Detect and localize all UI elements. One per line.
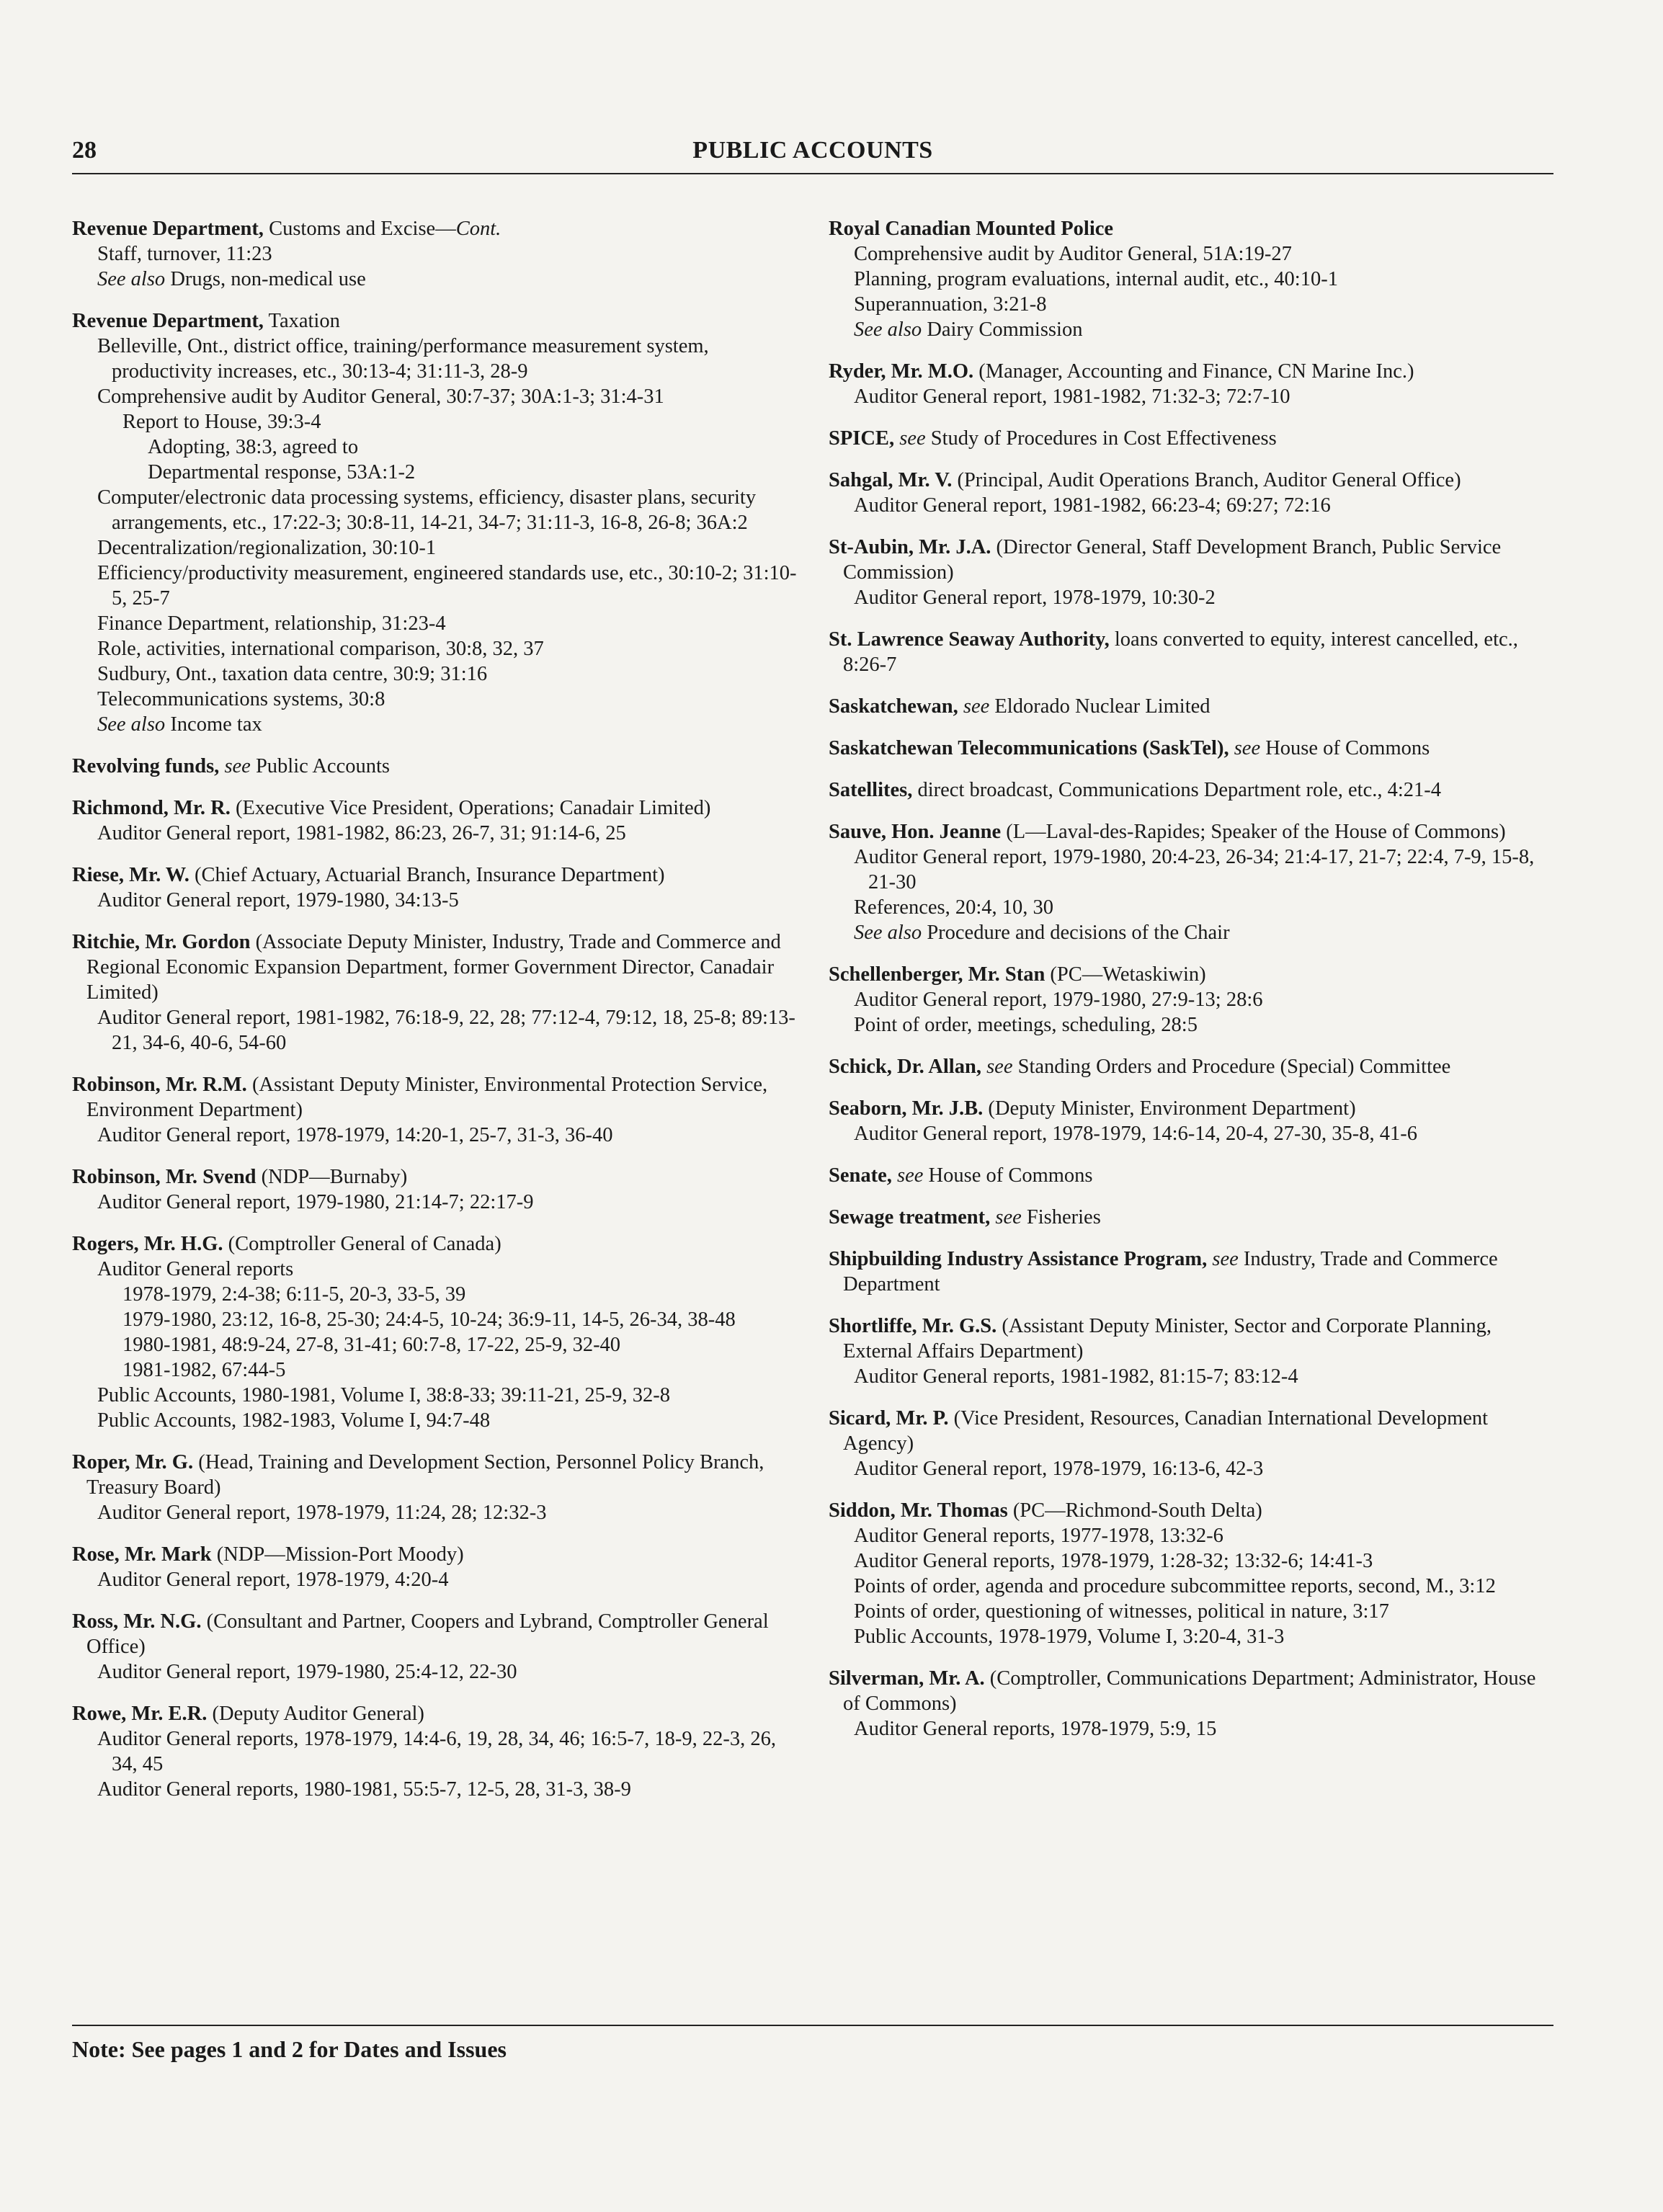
page-header: [72, 137, 1553, 176]
entry-subentry: [829, 1716, 1556, 1741]
entry-heading: Roper, Mr. G.: [72, 1451, 194, 1473]
cross-reference: see: [1234, 737, 1261, 759]
entry-text: Auditor General report, 1978-1979, 14:6-14, 20-4, 27-30, 35-8, 41-6: [854, 1123, 1418, 1145]
entry-text: Auditor General report, 1979-1980, 21:14-7; 22:17-9: [97, 1191, 534, 1213]
entry-text: [892, 1164, 897, 1187]
entry-text: Comprehensive audit by Auditor General, 51A:19-27: [854, 243, 1292, 265]
entry-text: (Executive Vice President, Operations; Canadair Limited): [230, 797, 711, 819]
index-entry: [829, 426, 1556, 451]
entry-text: (NDP—Burnaby): [256, 1166, 408, 1188]
entry-subentry: [829, 1624, 1556, 1649]
entry-subentry: [72, 485, 800, 535]
index-entry: [72, 1450, 800, 1525]
entry-text: Departmental response, 53A:1-2: [148, 461, 416, 483]
entry-heading: Siddon, Mr. Thomas: [829, 1499, 1008, 1522]
index-entry: [829, 468, 1556, 518]
index-entry: [72, 862, 800, 913]
index-entry: [829, 1054, 1556, 1079]
entry-heading: St. Lawrence Seaway Authority,: [829, 628, 1110, 651]
entry-text: Telecommunications systems, 30:8: [97, 688, 385, 710]
entry-subentry: [72, 1257, 800, 1282]
entry-heading: Ryder, Mr. M.O.: [829, 360, 974, 383]
entry-heading-line: [829, 1205, 1556, 1230]
entry-text: (Consultant and Partner, Coopers and Lybrand, Comptroller General Office): [86, 1610, 769, 1658]
entry-heading-line: [72, 1072, 800, 1123]
entry-text: [958, 695, 963, 718]
index-entry: [72, 1231, 800, 1433]
entry-text: (Director General, Staff Development Branch, Public Service Commission): [843, 536, 1502, 584]
entry-heading-line: [72, 795, 800, 821]
entry-text: (Deputy Auditor General): [207, 1703, 424, 1725]
entry-subentry: [829, 895, 1556, 920]
entry-heading: Robinson, Mr. R.M.: [72, 1074, 247, 1096]
entry-text: (Associate Deputy Minister, Industry, Trade and Commerce and Regional Economic Expansion Department, former Government Director, Canadair Limited): [86, 931, 781, 1004]
entry-text: Auditor General report, 1978-1979, 11:24, 28; 12:32-3: [97, 1502, 547, 1524]
entry-subentry: [829, 987, 1556, 1012]
entry-subentry: [72, 561, 800, 611]
entry-text: 1981-1982, 67:44-5: [122, 1359, 286, 1381]
entry-text: (L—Laval-des-Rapides; Speaker of the House of Commons): [1001, 821, 1506, 843]
index-entry: [829, 216, 1556, 342]
entry-subentry: [72, 384, 800, 409]
index-entry: [72, 1542, 800, 1592]
entry-text: Points of order, agenda and procedure subcommittee reports, second, M., 3:12: [854, 1575, 1496, 1597]
entry-heading: Schellenberger, Mr. Stan: [829, 963, 1045, 986]
entry-subentry: [829, 1523, 1556, 1548]
entry-text: Auditor General report, 1981-1982, 86:23, 26-7, 31; 91:14-6, 25: [97, 822, 626, 844]
entry-text: Public Accounts: [250, 755, 390, 777]
index-entry: [829, 694, 1556, 719]
entry-text: Auditor General report, 1978-1979, 14:20-1, 25-7, 31-3, 36-40: [97, 1124, 613, 1146]
entry-subentry: [72, 1357, 800, 1383]
entry-text: [1229, 737, 1234, 759]
entry-text: 1978-1979, 2:4-38; 6:11-5, 20-3, 33-5, 39: [122, 1283, 466, 1306]
cross-reference: See also: [97, 268, 166, 290]
index-entry: [72, 1164, 800, 1215]
entry-subentry: [829, 241, 1556, 267]
entry-heading: Revolving funds,: [72, 755, 220, 777]
entry-text: Study of Procedures in Cost Effectiveness: [925, 427, 1277, 450]
entry-text: Auditor General report, 1979-1980, 25:4-12, 22-30: [97, 1661, 517, 1683]
entry-text: (Deputy Minister, Environment Department): [983, 1097, 1356, 1120]
index-column-left: [72, 216, 800, 1819]
entry-text: Auditor General report, 1981-1982, 76:18-9, 22, 28; 77:12-4, 79:12, 18, 25-8; 89:13-21, 34-6, 40-6, 54-60: [97, 1007, 795, 1054]
entry-subentry: [829, 585, 1556, 610]
entry-text: House of Commons: [923, 1164, 1093, 1187]
entry-subentry: [72, 460, 800, 485]
entry-subentry: [72, 636, 800, 661]
entry-heading: Senate,: [829, 1164, 892, 1187]
entry-text: Auditor General reports, 1978-1979, 1:28-32; 13:32-6; 14:41-3: [854, 1550, 1373, 1572]
entry-heading: SPICE,: [829, 427, 895, 450]
entry-text: Auditor General report, 1978-1979, 10:30-2: [854, 587, 1216, 609]
index-entry: [72, 754, 800, 779]
entry-heading: Riese, Mr. W.: [72, 864, 190, 886]
entry-heading: Satellites,: [829, 779, 913, 801]
entry-text: (Principal, Audit Operations Branch, Auditor General Office): [952, 469, 1461, 491]
entry-subentry: [72, 267, 800, 292]
index-entry: [829, 819, 1556, 945]
cross-reference: See also: [854, 318, 922, 341]
entry-text: Auditor General report, 1981-1982, 71:32-3; 72:7-10: [854, 385, 1290, 408]
cross-reference: see: [224, 755, 251, 777]
entry-text: References, 20:4, 10, 30: [854, 896, 1053, 919]
entry-heading-line: [829, 426, 1556, 451]
entry-heading-line: [829, 777, 1556, 803]
entry-heading: Rowe, Mr. E.R.: [72, 1703, 208, 1725]
entry-heading-line: [72, 1164, 800, 1190]
footer-divider: [72, 2025, 1553, 2026]
entry-text: Public Accounts, 1982-1983, Volume I, 94:7-48: [97, 1409, 491, 1432]
index-entry: [72, 795, 800, 846]
entry-heading-line: [72, 1609, 800, 1659]
entry-text: Planning, program evaluations, internal audit, etc., 40:10-1: [854, 268, 1338, 290]
entry-subentry: [72, 241, 800, 267]
entry-heading: Revenue Department,: [72, 218, 264, 240]
entry-text: (Vice President, Resources, Canadian International Development Agency): [843, 1407, 1489, 1455]
entry-subentry: [829, 920, 1556, 945]
entry-subentry: [72, 1777, 800, 1802]
entry-text: Auditor General report, 1981-1982, 66:23-4; 69:27; 72:16: [854, 494, 1331, 517]
index-entry: [829, 777, 1556, 803]
entry-text: Industry, Trade and Commerce Department: [843, 1248, 1498, 1295]
entry-subentry: [72, 1123, 800, 1148]
entry-heading: Rogers, Mr. H.G.: [72, 1233, 223, 1255]
entry-heading-line: [72, 216, 800, 241]
entry-subentry: [72, 1307, 800, 1332]
entry-subentry: [829, 1548, 1556, 1574]
entry-text: Superannuation, 3:21-8: [854, 293, 1047, 316]
entry-subentry: [829, 1456, 1556, 1481]
entry-text: 1980-1981, 48:9-24, 27-8, 31-41; 60:7-8, 17-22, 25-9, 32-40: [122, 1334, 621, 1356]
entry-subentry: [72, 687, 800, 712]
entry-text: Staff, turnover, 11:23: [97, 243, 272, 265]
entry-heading-line: [829, 359, 1556, 384]
entry-subentry: [72, 1567, 800, 1592]
entry-heading-line: [829, 1247, 1556, 1297]
entry-heading: Silverman, Mr. A.: [829, 1667, 985, 1690]
entry-subentry: [72, 1500, 800, 1525]
entry-text: Belleville, Ont., district office, training/performance measurement system, productivity increases, etc., 30:13-4; 31:11-3, 28-9: [97, 335, 709, 383]
entry-text: Sudbury, Ont., taxation data centre, 30:9; 31:16: [97, 663, 488, 685]
index-entry: [72, 216, 800, 292]
entry-text: Report to House, 39:3-4: [122, 411, 321, 433]
entry-text: (Comptroller General of Canada): [223, 1233, 501, 1255]
entry-heading-line: [72, 862, 800, 888]
cross-reference: see: [1212, 1248, 1239, 1270]
entry-text: (PC—Wetaskiwin): [1045, 963, 1206, 986]
entry-heading: Shipbuilding Industry Assistance Program,: [829, 1248, 1208, 1270]
index-column-right: [829, 216, 1556, 1758]
cross-reference: Cont.: [455, 218, 501, 240]
entry-heading: Sicard, Mr. P.: [829, 1407, 949, 1430]
entry-heading-line: [829, 1314, 1556, 1364]
entry-subentry: [72, 888, 800, 913]
entry-subentry: [829, 292, 1556, 317]
entry-heading-line: [829, 1498, 1556, 1523]
cross-reference: see: [899, 427, 926, 450]
entry-heading-line: [829, 962, 1556, 987]
entry-text: direct broadcast, Communications Department role, etc., 4:21-4: [912, 779, 1442, 801]
entry-heading-line: [72, 754, 800, 779]
entry-heading: Sauve, Hon. Jeanne: [829, 821, 1002, 843]
entry-heading-line: [829, 627, 1556, 677]
entry-subentry: [829, 1121, 1556, 1146]
entry-text: Drugs, non-medical use: [165, 268, 366, 290]
entry-subentry: [829, 317, 1556, 342]
entry-text: Auditor General reports, 1978-1979, 14:4-6, 19, 28, 34, 46; 16:5-7, 18-9, 22-3, 26, 34, 45: [97, 1728, 776, 1775]
entry-heading-line: [72, 1542, 800, 1567]
index-entry: [72, 308, 800, 737]
entry-heading-line: [72, 1450, 800, 1500]
entry-text: Dairy Commission: [922, 318, 1083, 341]
entry-text: (Manager, Accounting and Finance, CN Marine Inc.): [973, 360, 1414, 383]
entry-heading: Seaborn, Mr. J.B.: [829, 1097, 984, 1120]
entry-text: Auditor General report, 1978-1979, 4:20-4: [97, 1569, 449, 1591]
entry-text: Computer/electronic data processing systems, efficiency, disaster plans, security arrangements, etc., 17:22-3; 30:8-11, 14-21, 34-7; 31:11-3, 16-8, 26-8; 36A:2: [97, 486, 757, 534]
entry-subentry: [72, 434, 800, 460]
entry-text: Point of order, meetings, scheduling, 28:5: [854, 1014, 1198, 1036]
entry-heading-line: [829, 468, 1556, 493]
entry-text: (Comptroller, Communications Department; Administrator, House of Commons): [843, 1667, 1536, 1715]
entry-subentry: [72, 1190, 800, 1215]
entry-heading: Rose, Mr. Mark: [72, 1543, 212, 1566]
entry-text: House of Commons: [1260, 737, 1430, 759]
entry-text: Efficiency/productivity measurement, engineered standards use, etc., 30:10-2; 31:10-5, 25-7: [97, 562, 797, 610]
entry-subentry: [72, 712, 800, 737]
entry-text: Public Accounts, 1980-1981, Volume I, 38:8-33; 39:11-21, 25-9, 32-8: [97, 1384, 671, 1406]
index-entry: [72, 1072, 800, 1148]
cross-reference: see: [963, 695, 990, 718]
index-entry: [829, 962, 1556, 1038]
entry-subentry: [72, 1408, 800, 1433]
entry-heading: Royal Canadian Mounted Police: [829, 218, 1114, 240]
cross-reference: see: [995, 1206, 1022, 1228]
entry-text: Auditor General reports, 1978-1979, 5:9, 15: [854, 1718, 1217, 1740]
entry-heading-line: [829, 1163, 1556, 1188]
entry-subentry: [829, 493, 1556, 518]
index-entry: [829, 535, 1556, 610]
entry-heading-line: [829, 535, 1556, 585]
entry-subentry: [829, 1364, 1556, 1389]
entry-text: loans converted to equity, interest cancelled, etc., 8:26-7: [843, 628, 1518, 676]
entry-heading: Richmond, Mr. R.: [72, 797, 231, 819]
page-title: PUBLIC ACCOUNTS: [692, 137, 933, 164]
entry-text: 1979-1980, 23:12, 16-8, 25-30; 24:4-5, 10-24; 36:9-11, 14-5, 26-34, 38-48: [122, 1308, 736, 1331]
entry-text: Procedure and decisions of the Chair: [922, 922, 1230, 944]
index-entry: [829, 1314, 1556, 1389]
entry-subentry: [829, 844, 1556, 895]
index-entry: [829, 1247, 1556, 1297]
entry-text: Auditor General report, 1978-1979, 16:13-6, 42-3: [854, 1458, 1264, 1480]
entry-subentry: [72, 535, 800, 561]
entry-text: Role, activities, international comparison, 30:8, 32, 37: [97, 638, 544, 660]
entry-heading-line: [72, 308, 800, 334]
entry-text: Decentralization/regionalization, 30:10-1: [97, 537, 437, 559]
entry-heading-line: [829, 736, 1556, 761]
entry-heading: Ritchie, Mr. Gordon: [72, 931, 251, 953]
index-entry: [829, 359, 1556, 409]
entry-subentry: [72, 1726, 800, 1777]
entry-subentry: [72, 821, 800, 846]
entry-subentry: [829, 1599, 1556, 1624]
index-entry: [829, 736, 1556, 761]
entry-heading-line: [72, 1701, 800, 1726]
index-entry: [72, 929, 800, 1056]
entry-heading: Schick, Dr. Allan,: [829, 1056, 981, 1078]
page-number: 28: [72, 137, 97, 164]
entry-subentry: [829, 1574, 1556, 1599]
entry-text: Finance Department, relationship, 31:23-4: [97, 612, 446, 635]
entry-text: Auditor General report, 1979-1980, 20:4-23, 26-34; 21:4-17, 21-7; 22:4, 7-9, 15-8, 21-30: [854, 846, 1535, 893]
entry-heading-line: [829, 1666, 1556, 1716]
entry-heading-line: [72, 1231, 800, 1257]
index-entry: [72, 1609, 800, 1685]
entry-subentry: [72, 1383, 800, 1408]
entry-text: Taxation: [263, 310, 340, 332]
entry-subentry: [829, 1012, 1556, 1038]
entry-text: (Assistant Deputy Minister, Environmental Protection Service, Environment Department): [86, 1074, 768, 1121]
entry-heading: Saskatchewan Telecommunications (SaskTel),: [829, 737, 1229, 759]
entry-subentry: [72, 409, 800, 434]
entry-heading: Saskatchewan,: [829, 695, 958, 718]
entry-subentry: [72, 1659, 800, 1685]
entry-text: Adopting, 38:3, agreed to: [148, 436, 359, 458]
entry-heading: Robinson, Mr. Svend: [72, 1166, 257, 1188]
entry-subentry: [829, 384, 1556, 409]
entry-subentry: [72, 1005, 800, 1056]
entry-heading: Shortliffe, Mr. G.S.: [829, 1315, 997, 1337]
entry-heading-line: [829, 216, 1556, 241]
index-entry: [72, 1701, 800, 1802]
entry-text: Auditor General reports, 1981-1982, 81:15-7; 83:12-4: [854, 1365, 1298, 1388]
entry-text: Points of order, questioning of witnesses, political in nature, 3:17: [854, 1600, 1389, 1623]
entry-text: Auditor General report, 1979-1980, 27:9-13; 28:6: [854, 989, 1263, 1011]
entry-subentry: [829, 267, 1556, 292]
entry-text: Auditor General report, 1979-1980, 34:13-5: [97, 889, 459, 911]
entry-subentry: [72, 611, 800, 636]
index-entry: [829, 1205, 1556, 1230]
cross-reference: See also: [854, 922, 922, 944]
index-entry: [829, 1096, 1556, 1146]
entry-subentry: [72, 1282, 800, 1307]
entry-text: Customs and Excise—: [263, 218, 456, 240]
entry-text: Auditor General reports, 1977-1978, 13:32-6: [854, 1525, 1223, 1547]
entry-heading: Ross, Mr. N.G.: [72, 1610, 202, 1633]
entry-text: Auditor General reports, 1980-1981, 55:5-7, 12-5, 28, 31-3, 38-9: [97, 1778, 631, 1801]
entry-heading: Sahgal, Mr. V.: [829, 469, 953, 491]
entry-heading-line: [72, 929, 800, 1005]
index-entry: [829, 627, 1556, 677]
entry-heading-line: [829, 1406, 1556, 1456]
entry-text: (PC—Richmond-South Delta): [1007, 1499, 1262, 1522]
cross-reference: See also: [97, 713, 166, 736]
entry-text: (Chief Actuary, Actuarial Branch, Insurance Department): [189, 864, 665, 886]
entry-subentry: [72, 334, 800, 384]
entry-heading: Sewage treatment,: [829, 1206, 991, 1228]
footer-note: Note: See pages 1 and 2 for Dates and Issues: [72, 2036, 507, 2062]
cross-reference: see: [986, 1056, 1013, 1078]
entry-text: (Head, Training and Development Section, Personnel Policy Branch, Treasury Board): [86, 1451, 764, 1499]
index-entry: [829, 1406, 1556, 1481]
index-entry: [829, 1163, 1556, 1188]
entry-heading: St-Aubin, Mr. J.A.: [829, 536, 991, 558]
cross-reference: see: [897, 1164, 924, 1187]
entry-text: Auditor General reports: [97, 1258, 294, 1280]
header-divider: [72, 173, 1553, 174]
entry-text: Fisheries: [1021, 1206, 1101, 1228]
entry-text: Public Accounts, 1978-1979, Volume I, 3:20-4, 31-3: [854, 1625, 1285, 1648]
entry-text: (NDP—Mission-Port Moody): [211, 1543, 464, 1566]
entry-subentry: [72, 661, 800, 687]
entry-heading-line: [829, 694, 1556, 719]
index-entry: [829, 1666, 1556, 1741]
entry-subentry: [72, 1332, 800, 1357]
entry-heading-line: [829, 1054, 1556, 1079]
entry-text: Eldorado Nuclear Limited: [989, 695, 1211, 718]
entry-text: Comprehensive audit by Auditor General, 30:7-37; 30A:1-3; 31:4-31: [97, 385, 664, 408]
entry-text: (Assistant Deputy Minister, Sector and Corporate Planning, External Affairs Department): [843, 1315, 1492, 1363]
entry-text: Standing Orders and Procedure (Special) Committee: [1012, 1056, 1451, 1078]
entry-heading-line: [829, 819, 1556, 844]
entry-heading: Revenue Department,: [72, 310, 264, 332]
entry-heading-line: [829, 1096, 1556, 1121]
index-entry: [829, 1498, 1556, 1649]
entry-text: Income tax: [165, 713, 262, 736]
